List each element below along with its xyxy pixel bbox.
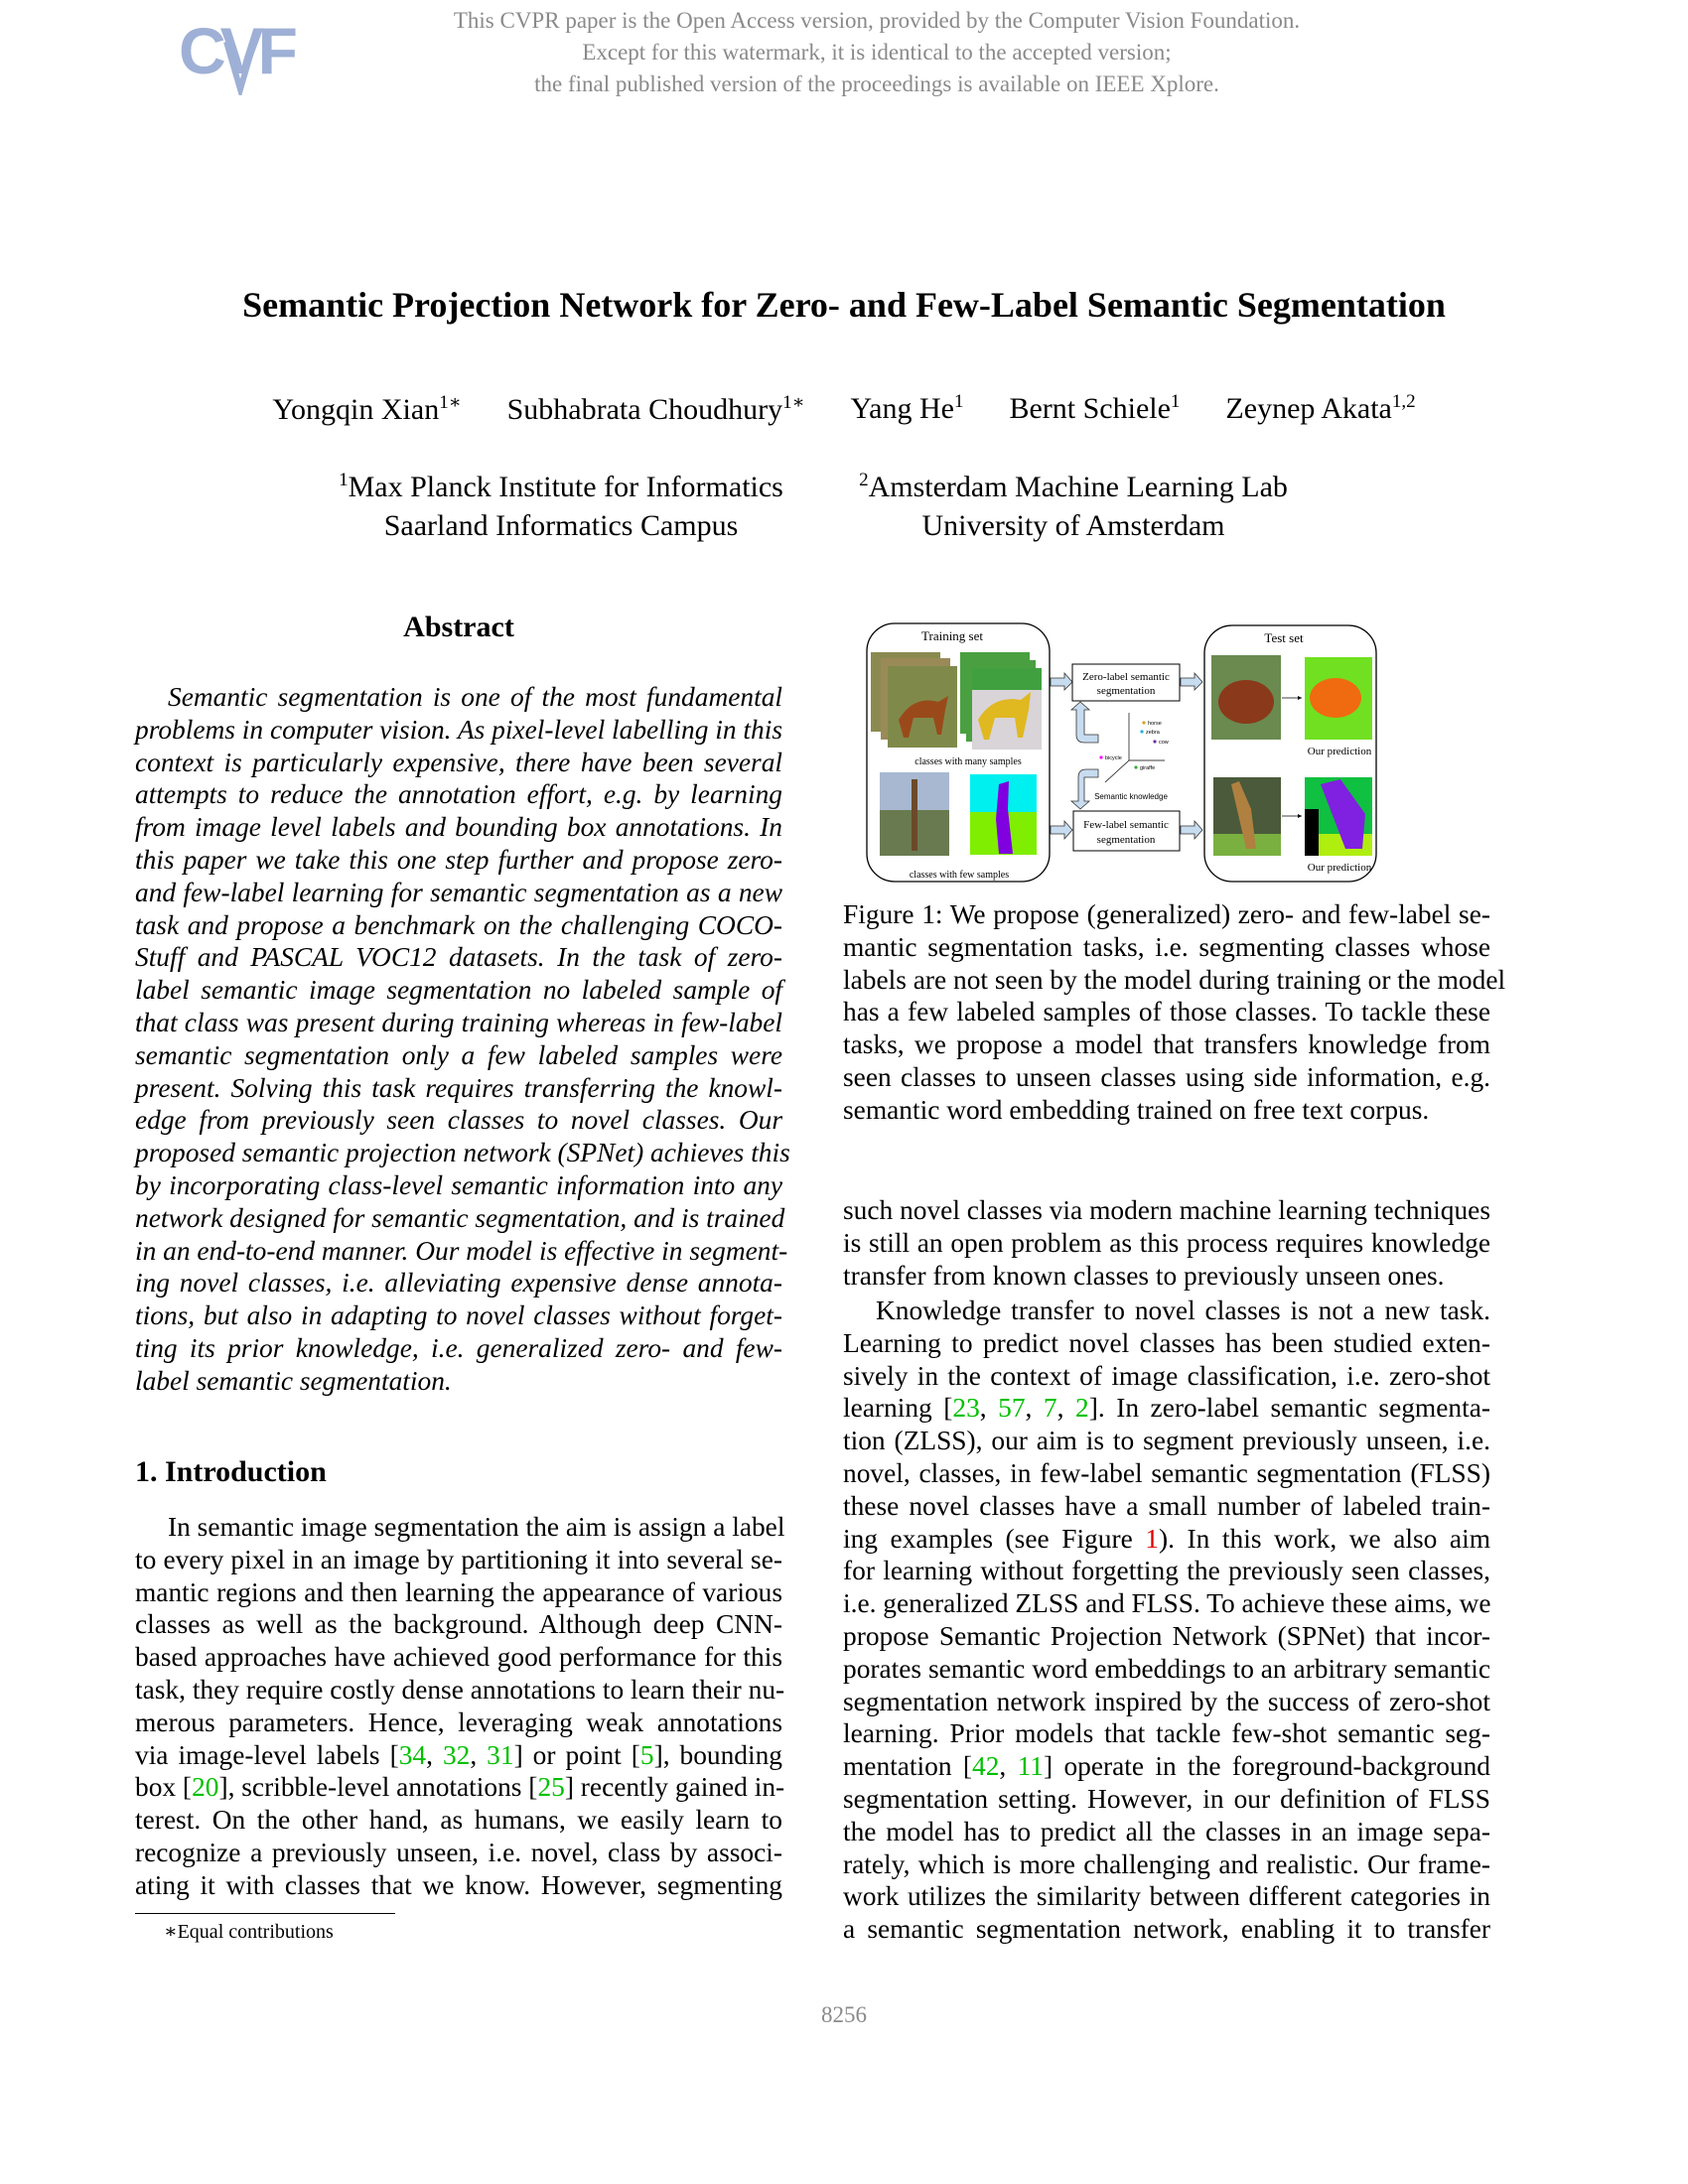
abstract-body [135,681,790,1398]
affiliation-campus: Saarland Informatics Campus [383,509,739,542]
citation-link[interactable]: 25 [537,1772,565,1803]
text-line: ating it with classes that we know. However, segmenting [135,1869,782,1900]
footnote: ∗Equal contributions [164,1921,334,1943]
text-line: edge from previously seen classes to novel classes. Our [135,1105,782,1136]
text-line: has a few labeled samples of those classes. To tackle these [843,997,1490,1027]
text-line: transfer from known classes to previously unseen ones. [843,1260,1445,1291]
semantic-embedding-plot [1094,713,1169,801]
embedding-point-giraffe [1134,765,1137,768]
text-line: rately, which is more challenging and realistic. Our frame- [843,1848,1490,1879]
figure-ref-link[interactable]: 1 [1145,1523,1159,1554]
text-line: ing novel classes, i.e. alleviating expensive dense annota- [135,1268,782,1298]
text-line: learning. Prior models that tackle few-shot semantic seg- [843,1718,1490,1749]
author [1225,391,1415,427]
text-line: present. Solving this task requires transferring the knowl- [135,1072,782,1103]
many-samples-label: classes with many samples [914,756,1022,767]
citation-link[interactable]: 7 [1043,1393,1057,1424]
text-line: porates semantic word embeddings to an arbitrary semantic [843,1653,1490,1684]
text-line: i.e. generalized ZLSS and FLSS. To achieve these aims, we [843,1588,1491,1619]
author-name: Subhabrata Choudhury [506,393,783,426]
few-samples-label: classes with few samples [909,870,1010,881]
text-line: such novel classes via modern machine learning techniques [843,1195,1490,1225]
giraffe-mask-image [970,774,1037,855]
author-list [0,391,1688,427]
text-line: mantic segmentation tasks, i.e. segmenting classes whose [843,931,1490,962]
watermark-line: Except for this watermark, it is identical to the accepted version; [582,40,1172,65]
citation-link[interactable]: 32 [442,1739,471,1770]
text-line: that class was present during training whereas in few-label [135,1007,782,1037]
prediction-label-2: Our prediction [1307,862,1372,874]
citation-link[interactable]: 5 [639,1739,654,1770]
text-line: label semantic segmentation. [135,1365,452,1396]
text-line: In semantic image segmentation the aim is assign a label [168,1512,785,1542]
text-line: ing examples (see Figure 1). In this work, we also aim [843,1523,1490,1554]
watermark [298,5,1456,100]
embedding-label: giraffe [1140,765,1156,771]
text-line: to every pixel in an image by partitioning it into several se- [135,1544,782,1574]
citation-link[interactable]: 31 [487,1739,514,1770]
text-line: work utilizes the similarity between different categories in [843,1881,1490,1912]
text-line: Stuff and PASCAL VOC12 datasets. In the task of zero- [135,942,782,973]
text-line: via image-level labels [34, 32, 31] or point [5], bounding [135,1739,783,1770]
author [507,391,805,427]
text-line: recognize a previously unseen, i.e. novel, class by associ- [135,1837,782,1867]
text-line: classes as well as the background. Although deep CNN- [135,1609,782,1640]
paper-title: Semantic Projection Network for Zero- and Few-Label Semantic Segmentation [242,285,1446,325]
author-name: Bernt Schiele [1009,392,1171,425]
introduction-heading: 1. Introduction [135,1455,327,1488]
text-line: merous parameters. Hence, leveraging weak annotations [135,1706,782,1737]
text-line: mentation [42, 11] operate in the foreground-background [843,1751,1490,1782]
few-label-text-2: segmentation [1096,834,1156,846]
affiliation-sup: 1 [339,470,349,490]
giraffe-test-image [1213,777,1281,856]
text-line: label semantic image segmentation no labeled sample of [135,975,782,1006]
giraffe-image [880,772,949,856]
author-name: Yongqin Xian [272,393,440,426]
citation-link[interactable]: 34 [398,1739,427,1770]
cvf-logo [179,12,308,95]
training-set-label: Training set [921,628,983,643]
watermark-line: the final published version of the proceedings is available on IEEE Xplore. [534,71,1219,96]
text-line: these novel classes have a small number of labeled train- [843,1490,1490,1521]
embedding-label: bicycle [1105,755,1122,761]
embedding-label: zebra [1146,730,1160,736]
author-affiliation-sup: 1∗ [782,392,805,413]
zero-label-text-1: Zero-label semantic [1082,671,1170,683]
text-line: proposed semantic projection network (SPNet) achieves this [135,1138,790,1168]
text-line: tasks, we propose a model that transfers knowledge from [843,1029,1490,1060]
author-affiliation-sup: 1∗ [439,392,462,413]
affiliation-1 [316,461,806,545]
zero-label-text-2: segmentation [1096,685,1156,697]
author [1009,391,1180,427]
citation-link[interactable]: 20 [192,1772,219,1803]
test-set-label: Test set [1264,630,1304,645]
text-line: tions, but also in adapting to novel classes without forget- [135,1300,782,1331]
text-line: attempts to reduce the annotation effort, e.g. by learning [135,779,782,810]
author-affiliation-sup: 1,2 [1391,391,1416,412]
svg-text:CVF: CVF [179,14,292,87]
text-line: the model has to predict all the classes in an image sepa- [843,1816,1490,1846]
text-line: learning [23, 57, 7, 2]. In zero-label semantic segmenta- [843,1393,1490,1424]
text-line: task and propose a benchmark on the challenging COCO- [135,909,782,940]
text-line: Figure 1: We propose (generalized) zero- and few-label se- [843,899,1490,929]
horse-mask-images [960,652,1042,750]
text-line: sively in the context of image classification, i.e. zero-shot [843,1360,1490,1391]
embedding-label: cow [1159,740,1169,746]
citation-link[interactable]: 23 [952,1393,980,1424]
abstract-heading: Abstract [403,611,514,643]
affiliation-name: Amsterdam Machine Learning Lab [868,471,1288,503]
author-affiliation-sup: 1 [1170,391,1181,412]
text-line: task, they require costly dense annotations to learn their nu- [135,1674,785,1705]
horse-images [871,652,957,748]
citation-link[interactable]: 2 [1075,1393,1089,1424]
watermark-line: This CVPR paper is the Open Access version, provided by the Computer Vision Foundation. [453,8,1301,33]
text-line: tion (ZLSS), our aim is to segment previously unseen, i.e. [843,1426,1490,1456]
figure-caption [843,898,1506,1127]
author-affiliation-sup: 1 [953,391,964,412]
cow-prediction-image [1305,657,1372,740]
text-line: context is particularly expensive, there have been several [135,747,782,777]
citation-link[interactable]: 57 [998,1393,1026,1424]
text-line: seen classes to unseen classes using side information, e.g. [843,1061,1490,1092]
text-line: segmentation network inspired by the success of zero-shot [843,1686,1490,1716]
text-line: by incorporating class-level semantic information into any [135,1169,782,1200]
embedding-point-cow [1153,740,1156,743]
page-number: 8256 [821,2002,867,2027]
citation-link[interactable]: 11 [1017,1751,1044,1782]
text-line: network designed for semantic segmentation, and is trained [135,1202,785,1233]
embedding-point-zebra [1140,730,1143,733]
author-name: Zeynep Akata [1225,392,1392,425]
text-line: semantic word embedding trained on free text corpus. [843,1094,1430,1125]
intro-paragraph-2 [843,1295,1490,1946]
text-line: and few-label learning for semantic segmentation as a new [135,877,782,907]
citation-link[interactable]: 42 [972,1751,1000,1782]
prediction-label-1: Our prediction [1307,746,1372,757]
embedding-point-horse [1142,721,1145,724]
author [851,391,964,427]
text-line: box [20], scribble-level annotations [25] recently gained in- [135,1772,785,1803]
affiliation-university: University of Amsterdam [921,509,1225,542]
text-line: Semantic segmentation is one of the most fundamental [168,682,782,712]
author-name: Yang He [850,392,954,425]
author [272,391,461,427]
intro-paragraph-1 [135,1511,785,1902]
affiliation-sup: 2 [859,470,869,490]
text-line: novel, classes, in few-label semantic segmentation (FLSS) [843,1457,1490,1488]
text-line: labels are not seen by the model during training or the model [843,964,1506,995]
text-line: problems in computer vision. As pixel-level labelling in this [135,714,782,745]
text-line: ting its prior knowledge, i.e. generalized zero- and few- [135,1332,782,1363]
giraffe-prediction-image [1305,777,1372,856]
semantic-knowledge-label: Semantic knowledge [1094,792,1168,801]
text-line: in an end-to-end manner. Our model is effective in segment- [135,1235,788,1266]
text-line: semantic segmentation only a few labeled samples were [135,1039,782,1070]
text-line: from image level labels and bounding box annotations. In [135,812,782,843]
cow-test-image [1211,655,1281,740]
text-line: mantic regions and then learning the appearance of various [135,1576,782,1607]
few-label-text-1: Few-label semantic [1083,819,1169,831]
text-line: for learning without forgetting the previously seen classes, [843,1556,1490,1586]
text-line: this paper we take this one step further and propose zero- [135,844,782,875]
text-line: a semantic segmentation network, enabling it to transfer [843,1914,1490,1945]
footnote-rule [135,1913,395,1914]
embedding-point-bicycle [1099,755,1102,758]
intro-paragraph-1-continued [843,1194,1490,1292]
text-line: segmentation setting. However, in our definition of FLSS [843,1783,1490,1814]
text-line: Knowledge transfer to novel classes is not a new task. [876,1296,1490,1325]
text-line: Learning to predict novel classes has been studied exten- [843,1327,1490,1358]
text-line: terest. On the other hand, as humans, we easily learn to [135,1805,782,1836]
figure-1 [854,611,1479,884]
text-line: is still an open problem as this process requires knowledge [843,1227,1490,1258]
text-line: propose Semantic Projection Network (SPNet) that incor- [843,1620,1490,1651]
text-line: based approaches have achieved good performance for this [135,1642,782,1673]
affiliation-name: Max Planck Institute for Informatics [348,471,783,503]
embedding-label: horse [1148,721,1162,727]
affiliation-2 [834,461,1313,545]
